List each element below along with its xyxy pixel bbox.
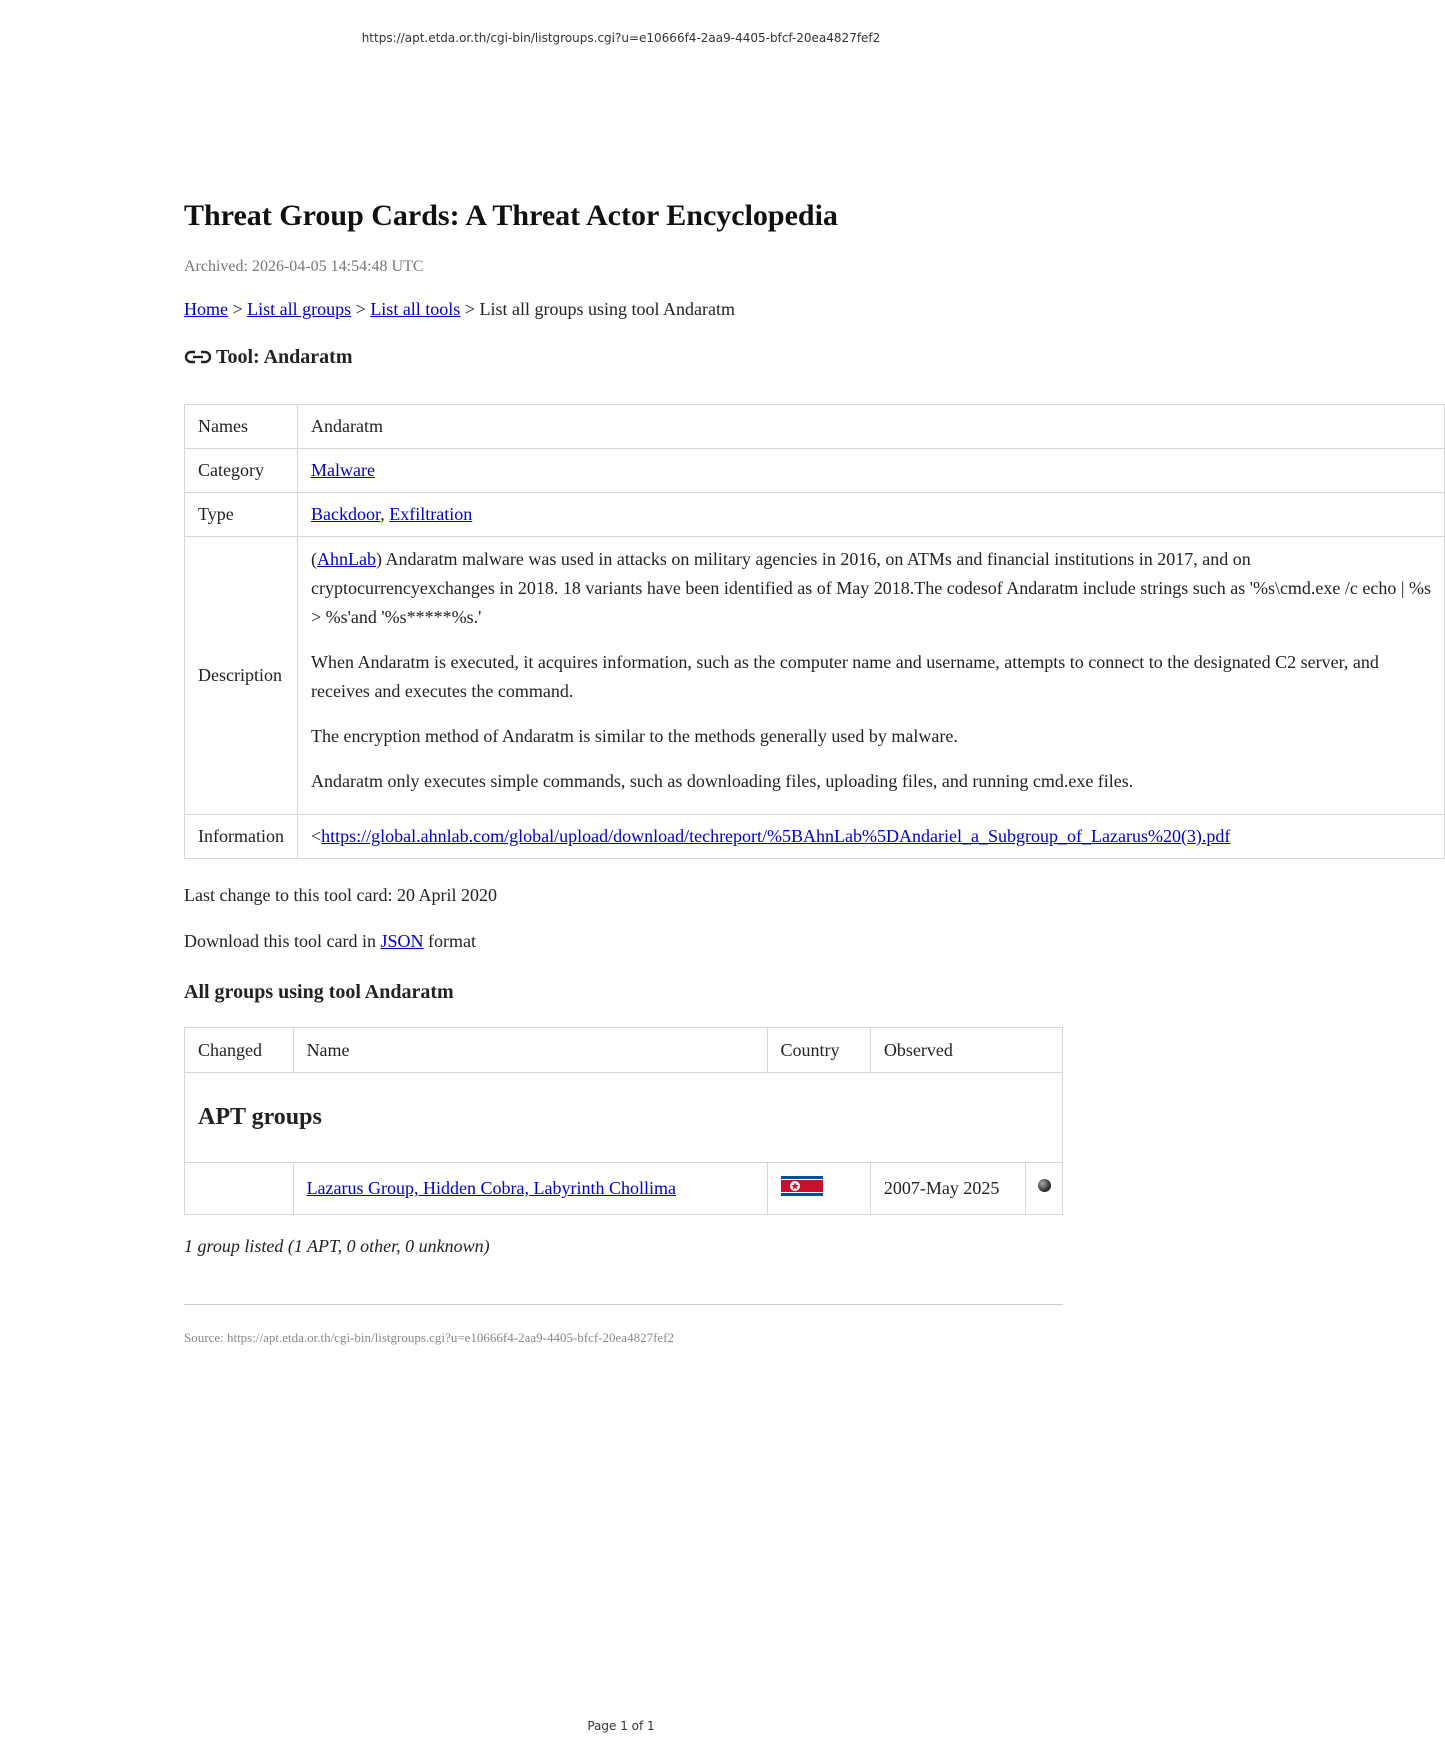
type-exfiltration-link[interactable]: Exfiltration [389,504,473,524]
archived-timestamp: Archived: 2026-04-05 14:54:48 UTC [184,258,424,275]
observed-cell: 2007-May 2025 [870,1163,1026,1215]
type-cell [297,493,1444,537]
tool-heading-text: Tool: Andaratm [216,346,353,368]
names-label: Names [185,405,298,449]
description-paragraph: The encryption method of Andaratm is similar to the methods generally used by malware. [310,726,958,746]
column-header-observed: Observed [870,1028,1062,1073]
download-line [184,931,476,952]
groups-table [184,1027,1063,1215]
page-title: Threat Group Cards: A Threat Actor Encyclopedia [184,199,838,232]
description-paragraph: Andaratm only executes simple commands, such as downloading files, uploading files, and running cmd.exe files. [310,771,1134,791]
status-bullet-icon [1038,1179,1051,1192]
type-backdoor-link[interactable]: Backdoor [310,504,381,524]
table-row [185,405,1445,449]
status-cell [1026,1163,1063,1215]
download-prefix: Download this tool card in [184,931,381,951]
category-link[interactable]: Malware [310,460,375,480]
tool-heading [184,346,353,369]
breadcrumb-list-tools-link[interactable]: List all tools [370,299,461,319]
column-header-changed: Changed [185,1028,294,1073]
breadcrumb-current: > List all groups using tool Andaratm [460,299,735,319]
description-cell [297,537,1444,815]
description-paragraph [311,545,1431,632]
link-icon [184,347,212,369]
section-title: APT groups [185,1073,1063,1163]
category-cell [297,449,1444,493]
source-url: Source: https://apt.etda.or.th/cgi-bin/listgroups.cgi?u=e10666f4-2aa9-4405-bfcf-20ea4827fef2 [184,1330,675,1345]
download-suffix: format [423,931,476,951]
group-name-link[interactable]: Lazarus Group, Hidden Cobra, Labyrinth Chollima [306,1178,676,1198]
print-header-url: https://apt.etda.or.th/cgi-bin/listgroups.cgi?u=e10666f4-2aa9-4405-bfcf-20ea4827fef2 [361,31,881,45]
type-separator: , [380,504,390,524]
changed-cell [185,1163,294,1215]
tool-card-clip [184,404,1431,859]
description-label: Description [185,537,298,815]
breadcrumb-list-groups-link[interactable]: List all groups [247,299,352,319]
print-footer-page: Page 1 of 1 [587,1719,655,1733]
json-download-link[interactable]: JSON [380,931,424,951]
name-cell [293,1163,767,1215]
column-header-country: Country [767,1028,870,1073]
paren: ( [310,549,317,569]
table-header-row [185,1028,1063,1073]
breadcrumb-home-link[interactable]: Home [184,299,228,319]
category-label: Category [185,449,298,493]
information-cell [297,815,1444,859]
groups-heading: All groups using tool Andaratm [184,981,454,1003]
column-header-name: Name [293,1028,767,1073]
information-link[interactable]: https://global.ahnlab.com/global/upload/download/techreport/%5BAhnLab%5DAndariel_a_Subgroup_of_Lazarus%20(3).pdf [321,826,1231,846]
table-row [185,449,1445,493]
ahnlab-link[interactable]: AhnLab [316,549,376,569]
description-text: ) Andaratm malware was used in attacks on military agencies in 2016, on ATMs and financial institutions in 2017, and on cryptocurrencyexchanges in 2018. 18 variants have been identified as of May 2018.The codesof Andaratm include strings such as '%s\cmd.exe /c echo | %s > %s'and '%s*****%s.' [310,549,1431,627]
breadcrumb [184,299,735,320]
information-prefix: < [310,826,322,846]
breadcrumb-separator: > [351,299,371,319]
last-change: Last change to this tool card: 20 April 2020 [184,885,497,905]
type-label: Type [185,493,298,537]
table-row [185,815,1445,859]
breadcrumb-separator: > [228,299,248,319]
information-label: Information [185,815,298,859]
divider [184,1304,1063,1305]
north-korea-flag-icon [781,1176,823,1201]
names-value: Andaratm [297,405,1444,449]
groups-summary: 1 group listed (1 APT, 0 other, 0 unknown) [184,1236,490,1256]
description-paragraph: When Andaratm is executed, it acquires information, such as the computer name and username, attempts to connect to the designated C2 server, and receives and executes the command. [310,652,1379,701]
table-row [185,493,1445,537]
tool-card-table [184,404,1445,859]
table-row [185,1163,1063,1215]
table-section-row [185,1073,1063,1163]
country-cell [767,1163,870,1215]
table-row [185,537,1445,815]
